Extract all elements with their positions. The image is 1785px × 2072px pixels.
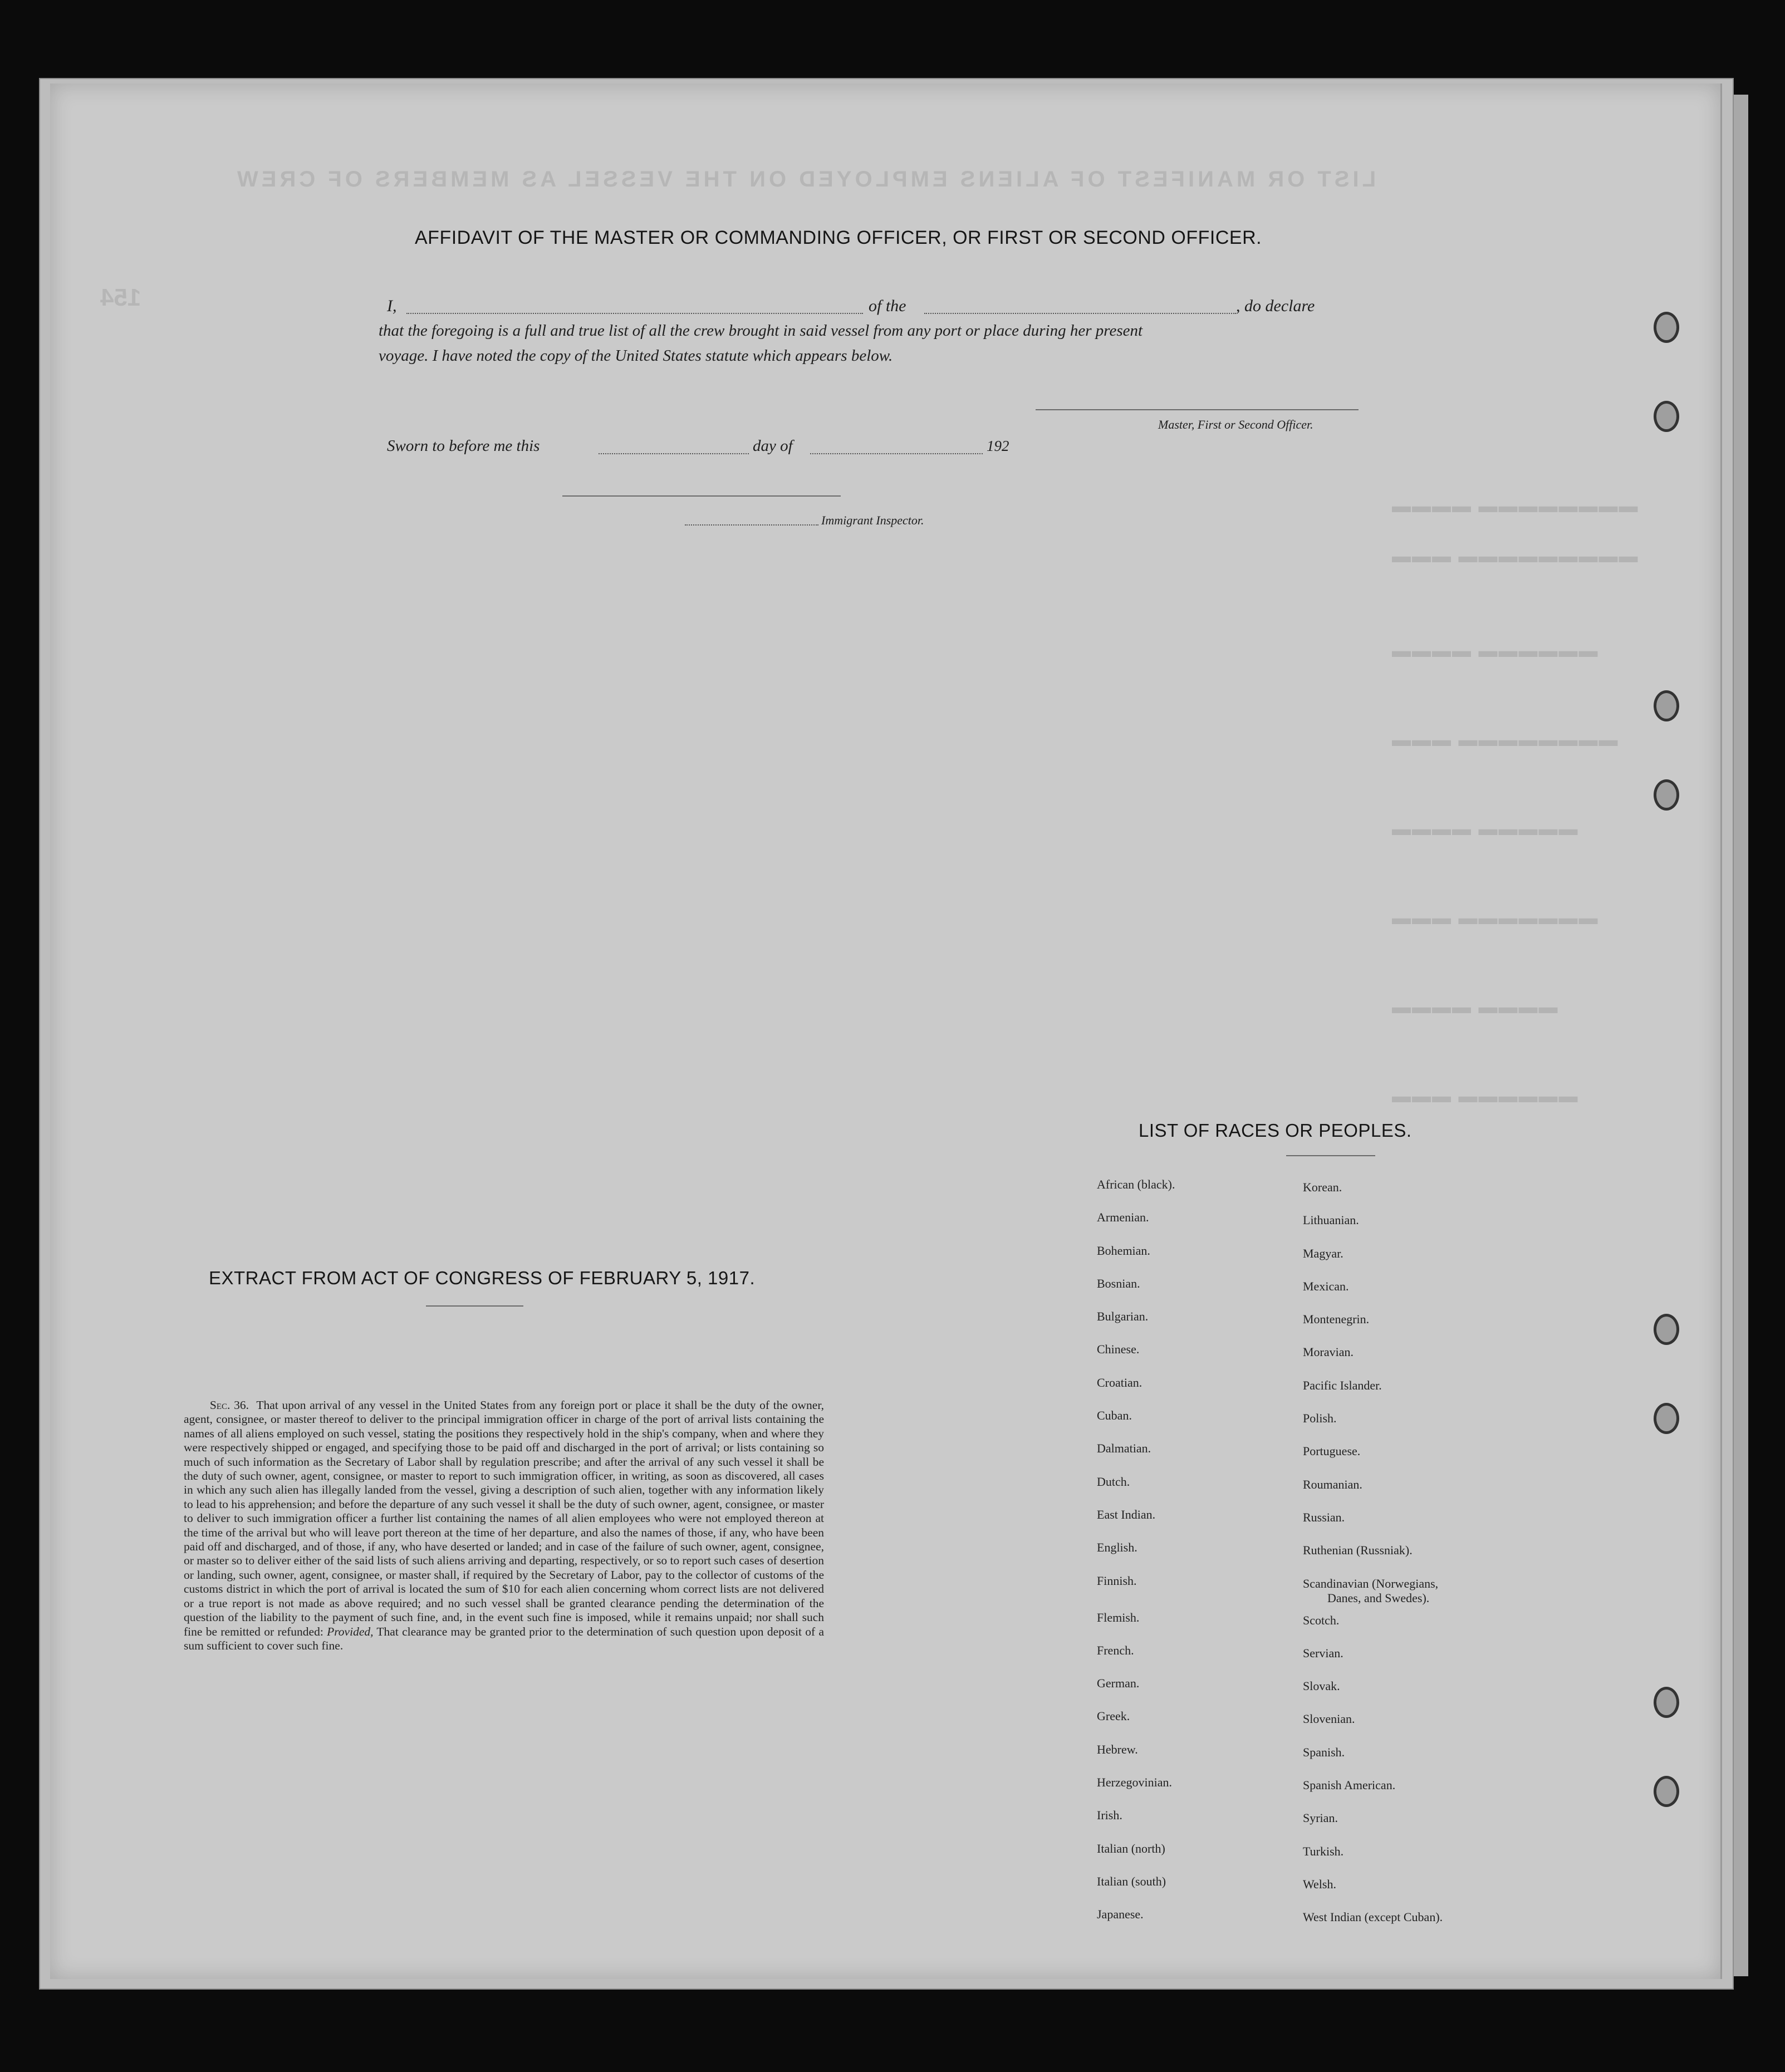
race-item: Spanish American. bbox=[1303, 1778, 1396, 1793]
inspector-signature-line[interactable] bbox=[562, 495, 841, 497]
race-item: Scandinavian (Norwegians, bbox=[1303, 1576, 1439, 1590]
race-item: Chinese. bbox=[1097, 1342, 1140, 1357]
races-heading: LIST OF RACES OR PEOPLES. bbox=[1139, 1120, 1412, 1141]
bleed-through-handwriting: ▬▬▬ ▬▬▬▬▬▬▬▬ bbox=[1392, 729, 1619, 750]
race-item: West Indian (except Cuban). bbox=[1303, 1910, 1443, 1924]
bleed-through-handwriting: ▬▬▬ ▬▬▬▬▬▬▬ bbox=[1392, 907, 1599, 929]
race-item: Pacific Islander. bbox=[1303, 1378, 1382, 1392]
race-item: Syrian. bbox=[1303, 1811, 1338, 1825]
bleed-through-title: LIST OR MANIFEST OF ALIENS EMPLOYED ON THE VESSEL AS MEMBERS OF CREW bbox=[234, 167, 1376, 192]
race-item: Moravian. bbox=[1303, 1345, 1354, 1359]
race-item: English. bbox=[1097, 1540, 1137, 1555]
race-item: African (black). bbox=[1097, 1177, 1175, 1191]
race-item: Dutch. bbox=[1097, 1474, 1130, 1489]
affidavit-i: I, bbox=[387, 297, 397, 315]
race-item: Polish. bbox=[1303, 1411, 1337, 1426]
race-item: Lithuanian. bbox=[1303, 1213, 1359, 1228]
race-item: Magyar. bbox=[1303, 1246, 1343, 1260]
race-item: Bosnian. bbox=[1097, 1276, 1140, 1290]
extract-text-1: That upon arrival of any vessel in the United States from any foreign port or place it shall be the duty of the owner, agent, consignee, or master thereof to deliver to the principal immigration officer in charge of the port of arrival lists containing the names of all aliens employed on such vessel, stating the positions they respectively hold in the ship's company, when and where they were respectively shipped or engaged, and specifying those to be paid off and discharged in the port of arrival; or lists containing so much of such information as the Secretary of Labor shall by regulation prescribe; and after the arrival of any such vessel it shall be the duty of such owner, agent, consignee, or master to report to such immigration officer, in writing, as soon as discovered, all cases in which any such alien has illegally landed from the vessel, giving a description of such alien, together with any information likely to lead to his apprehension; and before the departure of any such vessel it shall be the duty of such owner, agent, consignee, or master to deliver to such immigration officer a further list containing the names of all alien employees who were not employed thereon at the time of the arrival but who will leave port thereon at the time of her departure, and also the names of those, if any, who have been paid off and discharged, and of those, if any, who have deserted or landed; and in case of the failure of such owner, agent, consignee, or master so to deliver either of the said lists of such aliens arriving and departing, respectively, or so to report such cases of desertion or landing, such owner, agent, consignee, or master shall, if required by the Secretary of Labor, pay to the collector of customs of the customs district in which the port of arrival is located the sum of $10 for each alien concerning whom correct lists are not delivered or a true report is not made as above required; and no such vessel shall be granted clearance pending the determination of the question of the liability to the payment of such fine, and, in the event such fine is imposed, while it remains unpaid; nor shall such fine be remitted or refunded: bbox=[184, 1398, 824, 1638]
bleed-through-handwriting: ▬▬▬ ▬▬▬▬▬▬ bbox=[1392, 1086, 1579, 1107]
races-heading-rule bbox=[1286, 1155, 1375, 1156]
race-item: Bulgarian. bbox=[1097, 1309, 1149, 1324]
race-item: Korean. bbox=[1303, 1180, 1342, 1194]
affidavit-line-2: that the foregoing is a full and true list of all the crew brought in said vessel from any port or place during her present bbox=[379, 322, 1143, 340]
binder-hole bbox=[1654, 312, 1679, 343]
race-item: East Indian. bbox=[1097, 1507, 1156, 1521]
bleed-through-handwriting: ▬▬▬▬ ▬▬▬▬▬▬▬▬ bbox=[1392, 495, 1639, 517]
race-item: Irish. bbox=[1097, 1808, 1122, 1823]
race-item: French. bbox=[1097, 1643, 1134, 1657]
race-item: Welsh. bbox=[1303, 1877, 1336, 1891]
race-item: Roumanian. bbox=[1303, 1477, 1362, 1491]
race-item: Montenegrin. bbox=[1303, 1312, 1370, 1327]
master-signature-line[interactable] bbox=[1036, 409, 1359, 410]
race-item: Italian (north) bbox=[1097, 1841, 1165, 1855]
race-item: Japanese. bbox=[1097, 1907, 1144, 1922]
race-item: Portuguese. bbox=[1303, 1444, 1361, 1459]
binder-hole bbox=[1654, 779, 1679, 811]
race-item: Slovenian. bbox=[1303, 1712, 1355, 1726]
bleed-through-handwriting: ▬▬▬▬ ▬▬▬▬ bbox=[1392, 996, 1559, 1018]
sworn-text: Sworn to before me this bbox=[387, 437, 540, 455]
race-item: Servian. bbox=[1303, 1646, 1343, 1660]
extract-heading: EXTRACT FROM ACT OF CONGRESS OF FEBRUARY 5, 1917. bbox=[209, 1268, 756, 1288]
binder-hole bbox=[1654, 1687, 1679, 1718]
race-item: Russian. bbox=[1303, 1510, 1345, 1524]
race-item: Ruthenian (Russniak). bbox=[1303, 1543, 1413, 1558]
extract-text-2: That clearance may be granted prior to the determination of such question upon deposit of a sum sufficient to cover such fine. bbox=[184, 1624, 824, 1652]
day-blank[interactable] bbox=[599, 453, 749, 454]
year-prefix: 192 bbox=[987, 438, 1009, 454]
section-label: Sec. 36. bbox=[209, 1398, 249, 1412]
race-item: Hebrew. bbox=[1097, 1742, 1138, 1756]
race-item: Turkish. bbox=[1303, 1844, 1344, 1858]
binder-hole bbox=[1654, 1776, 1679, 1807]
race-item: Flemish. bbox=[1097, 1610, 1140, 1624]
race-item: Danes, and Swedes). bbox=[1327, 1590, 1430, 1605]
bleed-through-handwriting: ▬▬▬ ▬▬▬▬▬▬▬▬▬ bbox=[1392, 546, 1639, 567]
race-item: Dalmatian. bbox=[1097, 1441, 1151, 1456]
binder-hole bbox=[1654, 401, 1679, 432]
extract-heading-rule bbox=[426, 1305, 523, 1307]
name-blank[interactable] bbox=[406, 313, 863, 314]
binder-hole bbox=[1654, 1314, 1679, 1345]
race-item: Scotch. bbox=[1303, 1613, 1340, 1627]
race-item: Finnish. bbox=[1097, 1573, 1137, 1588]
month-blank[interactable] bbox=[810, 453, 983, 454]
race-item: German. bbox=[1097, 1676, 1140, 1691]
race-item: Herzegovinian. bbox=[1097, 1775, 1172, 1790]
race-item: Croatian. bbox=[1097, 1375, 1142, 1389]
race-item: Italian (south) bbox=[1097, 1874, 1166, 1888]
affidavit-do-declare: , do declare bbox=[1236, 297, 1315, 315]
master-signature-label: Master, First or Second Officer. bbox=[1158, 418, 1313, 431]
races-right-column bbox=[1303, 1180, 1443, 1943]
race-item: Bohemian. bbox=[1097, 1243, 1150, 1258]
extract-body bbox=[184, 1398, 824, 1653]
inspector-name-blank[interactable] bbox=[685, 524, 818, 526]
affidavit-line-3: voyage. I have noted the copy of the United States statute which appears below. bbox=[379, 347, 893, 365]
race-item: Armenian. bbox=[1097, 1210, 1149, 1225]
provided-word: Provided, bbox=[327, 1624, 374, 1638]
manifest-page bbox=[50, 84, 1722, 1979]
race-item: Mexican. bbox=[1303, 1279, 1349, 1293]
race-item: Cuban. bbox=[1097, 1408, 1132, 1423]
bleed-through-number: 154 bbox=[100, 284, 141, 311]
race-item: Greek. bbox=[1097, 1709, 1130, 1724]
affidavit-of-the: of the bbox=[869, 297, 906, 315]
race-item: Spanish. bbox=[1303, 1745, 1345, 1759]
bleed-through-handwriting: ▬▬▬▬ ▬▬▬▬▬▬ bbox=[1392, 640, 1599, 661]
affidavit-heading: AFFIDAVIT OF THE MASTER OR COMMANDING OFFICER, OR FIRST OR SECOND OFFICER. bbox=[415, 227, 1262, 248]
day-of-text: day of bbox=[753, 437, 793, 455]
bleed-through-handwriting: ▬▬▬▬ ▬▬▬▬▬ bbox=[1392, 818, 1579, 839]
race-item: Slovak. bbox=[1303, 1679, 1340, 1693]
vessel-blank[interactable] bbox=[924, 313, 1236, 314]
binder-hole bbox=[1654, 1403, 1679, 1434]
races-left-column bbox=[1097, 1177, 1175, 1941]
inspector-label: Immigrant Inspector. bbox=[821, 513, 924, 527]
binder-hole bbox=[1654, 690, 1679, 721]
